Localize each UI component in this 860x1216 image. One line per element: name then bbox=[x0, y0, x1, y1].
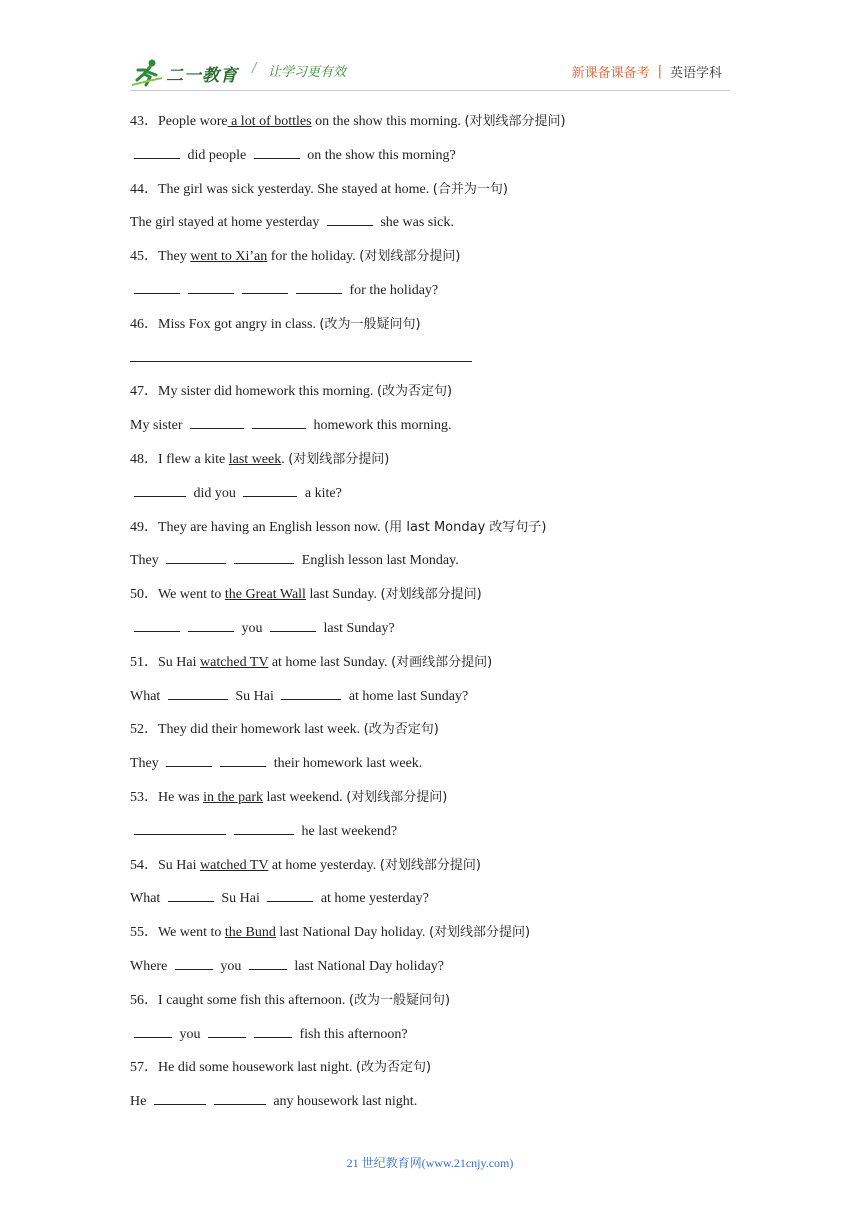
sentence-text: 50．We went to bbox=[130, 587, 225, 603]
answer-blank[interactable] bbox=[234, 549, 294, 564]
header-divider: | bbox=[657, 64, 662, 79]
page-footer: 21 世纪教育网(www.21cnjy.com) bbox=[346, 1156, 514, 1170]
instruction-text: (改为一般疑问句) bbox=[348, 992, 451, 1008]
header-slogan: 让学习更有效 bbox=[268, 65, 347, 80]
sentence-text: on the show this morning? bbox=[303, 147, 456, 163]
answer-blank[interactable] bbox=[134, 1023, 172, 1038]
underlined-phrase: last week bbox=[228, 451, 282, 467]
sentence-text: their homework last week. bbox=[270, 756, 423, 772]
sentence-text: My sister bbox=[130, 418, 186, 434]
sentence-text: you bbox=[238, 620, 266, 636]
exercise-line bbox=[130, 955, 750, 989]
exercise-line bbox=[130, 144, 750, 178]
exercise-line bbox=[130, 989, 750, 1023]
answer-blank[interactable] bbox=[190, 414, 244, 429]
exercise-line bbox=[130, 211, 750, 245]
answer-blank[interactable] bbox=[134, 279, 180, 294]
instruction-text: (改为否定句) bbox=[363, 722, 439, 738]
sentence-text: last National Day holiday. bbox=[275, 925, 429, 941]
exercise-line bbox=[130, 887, 750, 921]
underlined-phrase: the Bund bbox=[224, 925, 276, 941]
answer-blank[interactable] bbox=[134, 144, 180, 159]
instruction-text: (改为否定句) bbox=[355, 1060, 432, 1076]
exercise-line bbox=[130, 1056, 750, 1090]
sentence-text: at home last Sunday. bbox=[268, 654, 392, 670]
exercise-line bbox=[130, 854, 750, 888]
instruction-text: (对划线部分提问) bbox=[288, 451, 390, 467]
answer-blank[interactable] bbox=[154, 1090, 206, 1105]
answer-blank[interactable] bbox=[267, 887, 313, 902]
sentence-text: last National Day holiday? bbox=[290, 958, 444, 974]
answer-blank[interactable] bbox=[281, 685, 341, 700]
instruction-text: (对划线部分提问) bbox=[346, 789, 448, 805]
sentence-text: 53．He was bbox=[130, 789, 204, 805]
underlined-phrase: the Great Wall bbox=[224, 587, 306, 603]
header-rule bbox=[130, 90, 730, 91]
sentence-text: 52．They did their homework last week. bbox=[130, 722, 364, 738]
instruction-text: (对画线部分提问) bbox=[391, 654, 493, 670]
answer-blank[interactable] bbox=[168, 685, 228, 700]
answer-blank[interactable] bbox=[234, 820, 294, 835]
answer-blank[interactable] bbox=[175, 955, 213, 970]
sentence-text: on the show this morning. bbox=[311, 114, 465, 129]
sentence-text: homework this morning. bbox=[310, 418, 452, 434]
underlined-phrase: watched TV bbox=[200, 857, 269, 873]
underlined-phrase: went to Xi’an bbox=[190, 249, 268, 265]
logo bbox=[130, 58, 238, 88]
underlined-phrase: a lot of bottles bbox=[227, 114, 312, 129]
answer-blank[interactable] bbox=[254, 144, 300, 159]
answer-blank[interactable] bbox=[296, 279, 342, 294]
instruction-text: (对划线部分提问) bbox=[379, 857, 481, 873]
sentence-text: 48．I flew a kite bbox=[130, 451, 229, 467]
sentence-text: English lesson last Monday. bbox=[298, 553, 459, 569]
answer-blank[interactable] bbox=[134, 482, 186, 497]
instruction-text: (对划线部分提问) bbox=[380, 587, 482, 603]
sentence-text: at home last Sunday? bbox=[345, 688, 469, 704]
instruction-text: (改为一般疑问句) bbox=[319, 316, 421, 332]
exercise-list bbox=[130, 110, 750, 1124]
answer-blank[interactable] bbox=[208, 1023, 246, 1038]
exercise-line bbox=[130, 1090, 750, 1124]
sentence-text: a kite? bbox=[301, 485, 342, 501]
header-label-subject: 英语学科 bbox=[669, 66, 722, 81]
sentence-text: last Sunday? bbox=[320, 620, 395, 636]
instruction-text: (用 last Monday 改写句子) bbox=[384, 519, 547, 535]
exercise-line bbox=[130, 414, 750, 448]
answer-blank[interactable] bbox=[188, 617, 234, 632]
answer-blank[interactable] bbox=[220, 752, 266, 767]
exercise-line bbox=[130, 549, 750, 583]
sentence-text: Where bbox=[130, 958, 171, 974]
sentence-text: 43．People wore bbox=[130, 114, 228, 129]
instruction-text: (合并为一句) bbox=[432, 181, 508, 197]
answer-blank[interactable] bbox=[214, 1090, 266, 1105]
sentence-text: he last weekend? bbox=[298, 823, 398, 839]
sentence-text: did people bbox=[184, 147, 250, 163]
exercise-line bbox=[130, 482, 750, 516]
sentence-text: 51．Su Hai bbox=[130, 654, 200, 670]
sentence-text: 45．They bbox=[130, 249, 191, 265]
answer-blank[interactable] bbox=[327, 211, 373, 226]
exercise-line bbox=[130, 380, 750, 414]
sentence-text: you bbox=[216, 958, 245, 974]
sentence-text: 54．Su Hai bbox=[130, 857, 200, 873]
sentence-text: for the holiday. bbox=[267, 249, 360, 265]
sentence-text: last weekend. bbox=[262, 789, 347, 805]
answer-blank[interactable] bbox=[188, 279, 234, 294]
header-right bbox=[572, 62, 722, 81]
exercise-line bbox=[130, 110, 750, 144]
instruction-text: (对划线部分提问) bbox=[428, 925, 531, 941]
sentence-text: They bbox=[130, 756, 163, 772]
sentence-text: you bbox=[176, 1026, 204, 1042]
sentence-text: Su Hai bbox=[217, 891, 264, 907]
exercise-line bbox=[130, 448, 750, 482]
sentence-text: 47．My sister did homework this morning. bbox=[130, 384, 377, 400]
answer-blank[interactable] bbox=[166, 549, 226, 564]
exercise-line bbox=[130, 245, 750, 279]
exercise-line bbox=[130, 752, 750, 786]
answer-blank[interactable] bbox=[252, 414, 306, 429]
sentence-text: He bbox=[130, 1094, 150, 1110]
answer-blank[interactable] bbox=[254, 1023, 292, 1038]
exercise-line bbox=[130, 1023, 750, 1057]
instruction-text: (对划线部分提问) bbox=[359, 249, 461, 265]
exercise-line bbox=[130, 279, 750, 313]
instruction-text: (对划线部分提问) bbox=[464, 114, 566, 129]
sentence-text: 49．They are having an English lesson now. bbox=[130, 519, 385, 535]
sentence-text: They bbox=[130, 553, 163, 569]
header-separator: / bbox=[252, 61, 257, 76]
exercise-line bbox=[130, 617, 750, 651]
exercise-line bbox=[130, 516, 750, 550]
sentence-text: 56．I caught some fish this afternoon. bbox=[130, 992, 349, 1008]
answer-blank[interactable] bbox=[166, 752, 212, 767]
sentence-text: 46．Miss Fox got angry in class. bbox=[130, 316, 320, 332]
header-label-course: 新课备课备考 bbox=[571, 66, 650, 81]
sentence-text: The girl stayed at home yesterday bbox=[130, 215, 323, 231]
answer-blank[interactable] bbox=[134, 617, 180, 632]
exercise-line bbox=[130, 178, 750, 212]
sentence-text: What bbox=[130, 688, 164, 704]
exercise-line bbox=[130, 786, 750, 820]
runner-logo-icon bbox=[130, 58, 164, 88]
answer-blank[interactable] bbox=[243, 482, 297, 497]
logo-text: 二一教育 bbox=[166, 65, 238, 86]
sentence-text: 57．He did some housework last night. bbox=[130, 1060, 356, 1076]
sentence-text: at home yesterday? bbox=[317, 891, 429, 907]
sentence-text: 44．The girl was sick yesterday. She stayed at home. bbox=[130, 181, 433, 197]
sentence-text: 55．We went to bbox=[130, 925, 225, 941]
sentence-text: did you bbox=[190, 485, 240, 501]
sentence-text: for the holiday? bbox=[346, 282, 439, 298]
sentence-text: Su Hai bbox=[231, 688, 278, 704]
sentence-text: she was sick. bbox=[376, 215, 454, 231]
answer-blank[interactable] bbox=[168, 887, 214, 902]
page-header bbox=[130, 58, 730, 92]
sentence-text: What bbox=[130, 891, 164, 907]
answer-blank[interactable] bbox=[134, 820, 226, 835]
exercise-line bbox=[130, 651, 750, 685]
sentence-text: last Sunday. bbox=[305, 587, 381, 603]
exercise-line bbox=[130, 921, 750, 955]
underlined-phrase: in the park bbox=[203, 789, 263, 805]
exercise-line bbox=[130, 718, 750, 752]
answer-line[interactable] bbox=[130, 347, 472, 362]
underlined-phrase: watched TV bbox=[200, 654, 269, 670]
exercise-line bbox=[130, 685, 750, 719]
sentence-text: fish this afternoon? bbox=[296, 1026, 408, 1042]
answer-blank[interactable] bbox=[249, 955, 287, 970]
exercise-line bbox=[130, 583, 750, 617]
sentence-text: at home yesterday. bbox=[268, 857, 380, 873]
exercise-line bbox=[130, 313, 750, 347]
answer-blank[interactable] bbox=[270, 617, 316, 632]
instruction-text: (改为否定句) bbox=[376, 384, 453, 400]
answer-blank[interactable] bbox=[242, 279, 288, 294]
exercise-line bbox=[130, 347, 750, 381]
sentence-text: any housework last night. bbox=[269, 1094, 418, 1110]
sentence-text: . bbox=[281, 451, 289, 467]
exercise-line bbox=[130, 820, 750, 854]
